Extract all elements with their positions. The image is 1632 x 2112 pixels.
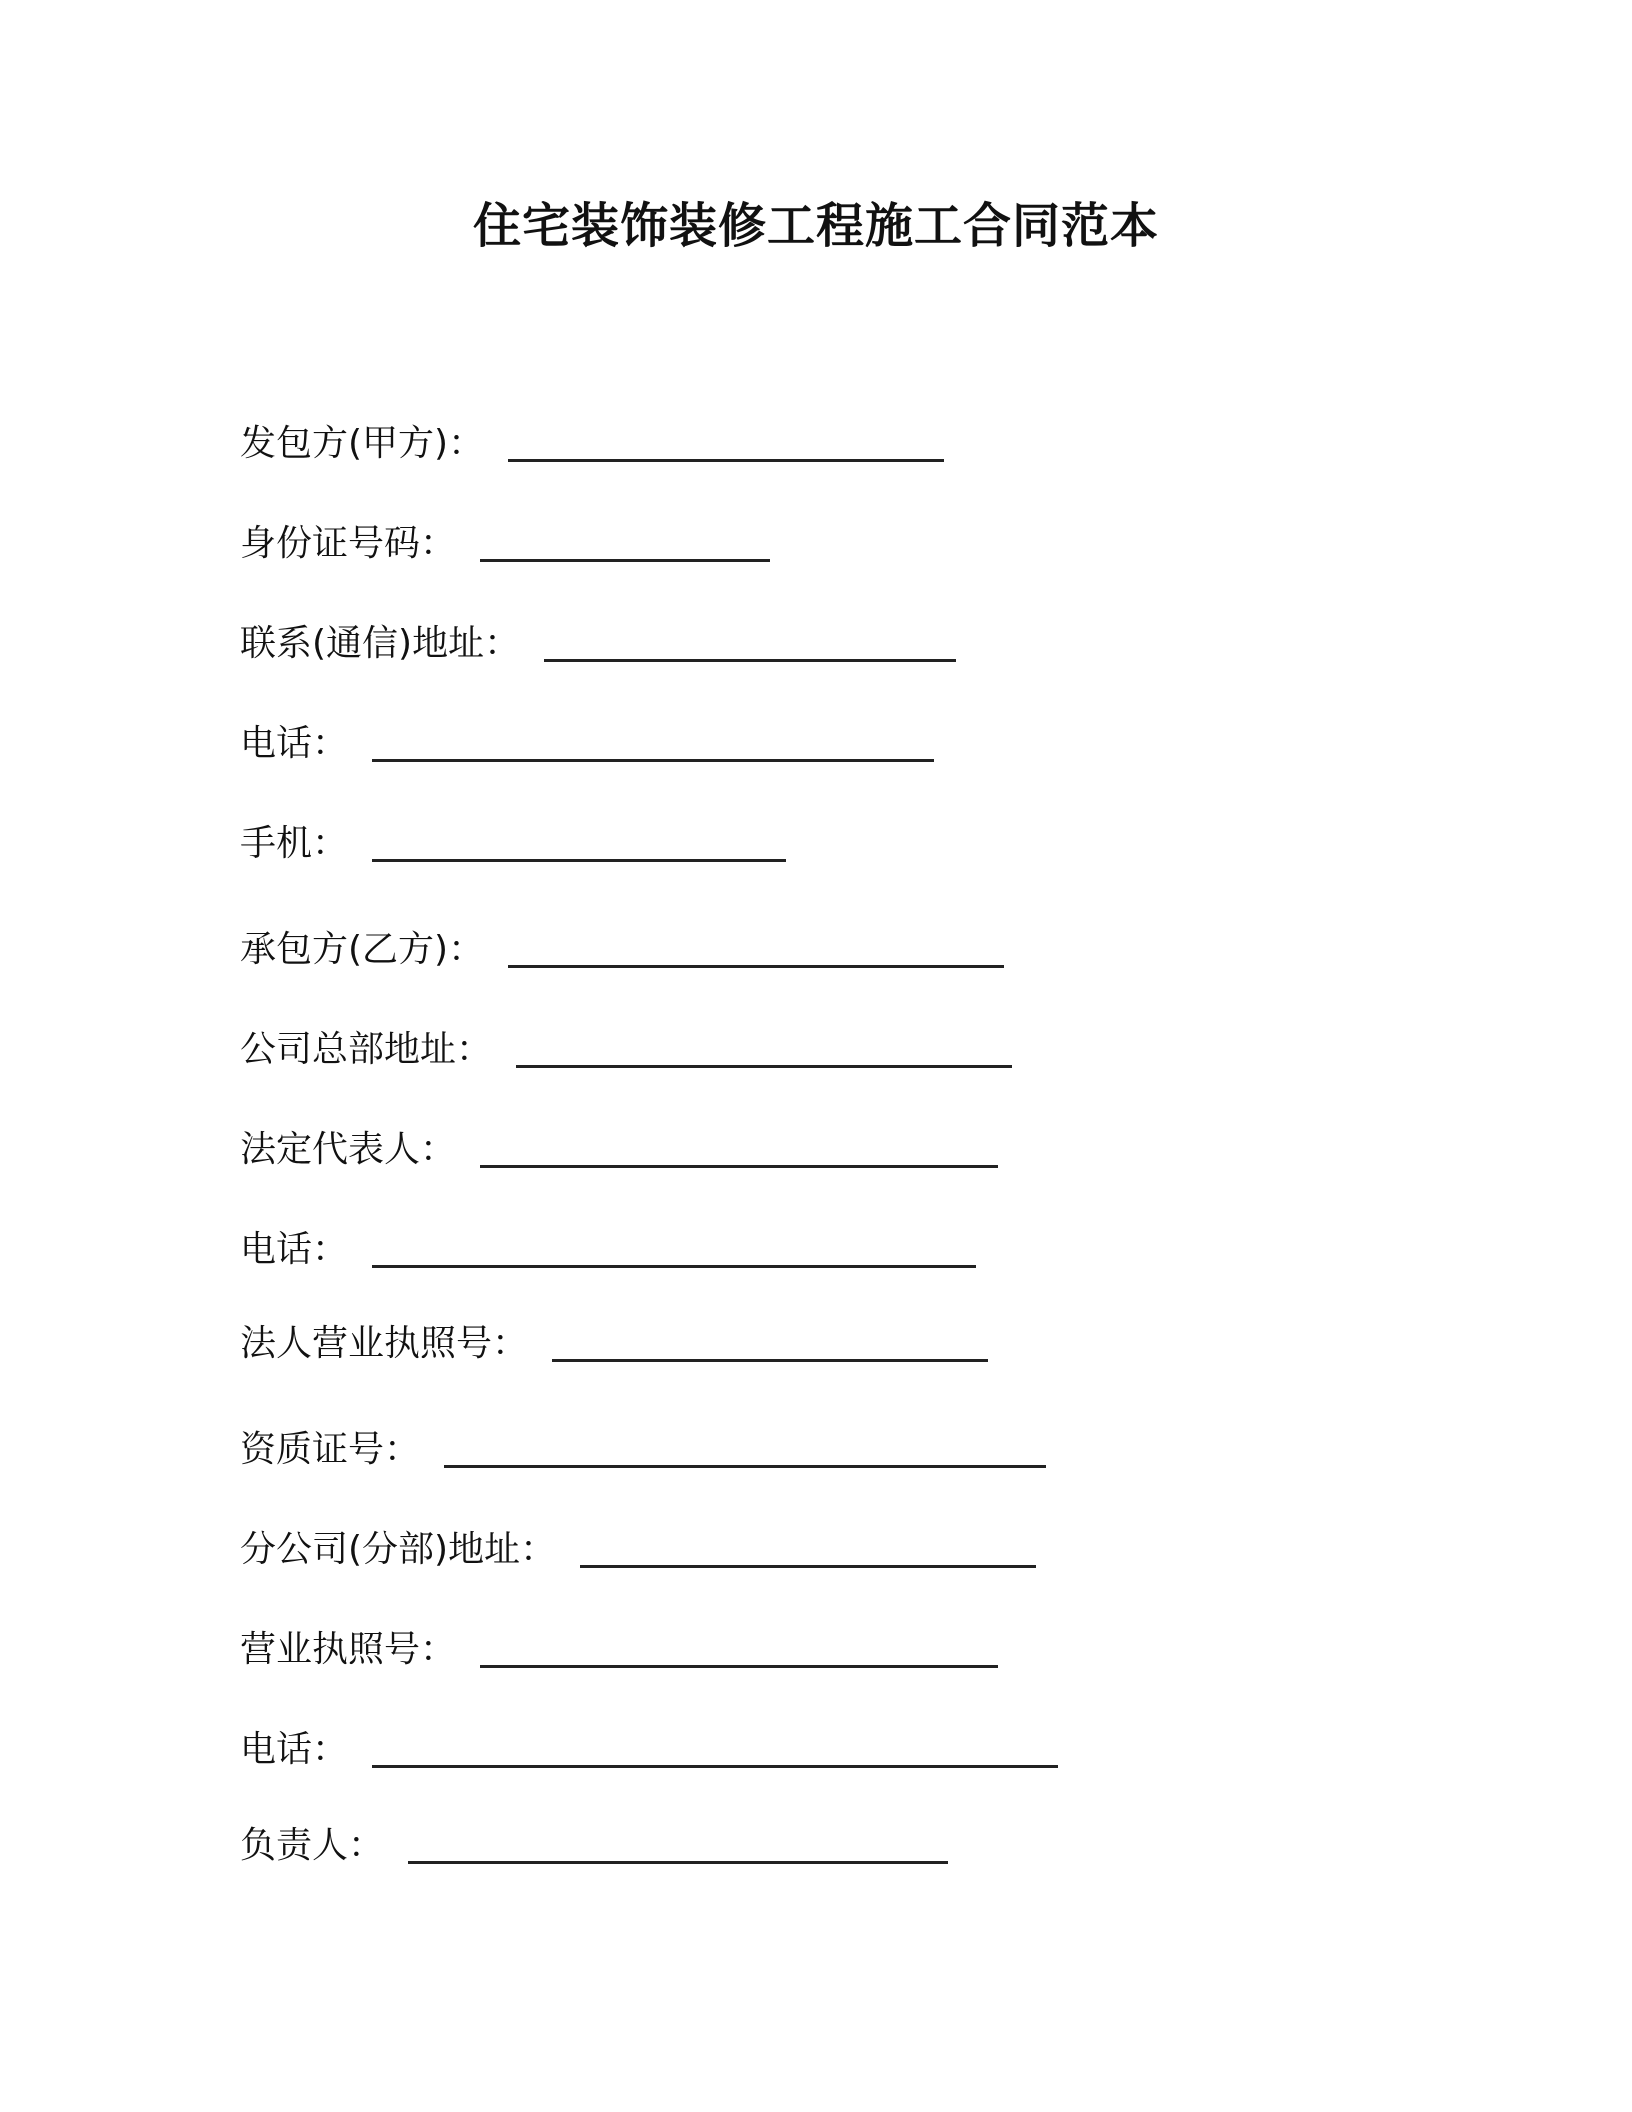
party-b-phone-label: 电话：: [240, 1229, 349, 1270]
mobile-blank[interactable]: [372, 859, 786, 862]
party-a-blank[interactable]: [508, 459, 944, 462]
branch-license-field: [240, 1626, 998, 1674]
branch-phone-label: 电话：: [240, 1729, 349, 1770]
party-a-phone-blank[interactable]: [372, 759, 934, 762]
party-b-phone-blank[interactable]: [372, 1265, 976, 1268]
mobile-field: [240, 820, 786, 868]
branch-address-field: [240, 1526, 1036, 1574]
qualification-number-label: 资质证号：: [240, 1429, 421, 1470]
business-license-label: 法人营业执照号：: [240, 1323, 529, 1364]
headquarters-address-field: [240, 1026, 1012, 1074]
party-a-phone-field: [240, 720, 934, 768]
business-license-blank[interactable]: [552, 1359, 988, 1362]
contact-address-blank[interactable]: [544, 659, 956, 662]
id-number-label: 身份证号码：: [240, 523, 457, 564]
person-in-charge-blank[interactable]: [408, 1861, 948, 1864]
person-in-charge-label: 负责人：: [240, 1825, 385, 1866]
qualification-number-field: [240, 1426, 1046, 1474]
headquarters-address-blank[interactable]: [516, 1065, 1012, 1068]
party-a-field: [240, 420, 944, 468]
id-number-field: [240, 520, 770, 568]
business-license-field: [240, 1320, 988, 1368]
party-b-phone-field: [240, 1226, 976, 1274]
party-b-field: [240, 926, 1004, 974]
qualification-number-blank[interactable]: [444, 1465, 1046, 1468]
branch-phone-blank[interactable]: [372, 1765, 1058, 1768]
id-number-blank[interactable]: [480, 559, 770, 562]
mobile-label: 手机：: [240, 823, 349, 864]
branch-phone-field: [240, 1726, 1058, 1774]
party-b-label: 承包方(乙方)：: [240, 929, 485, 970]
document-title: 住宅装饰装修工程施工合同范本: [472, 198, 1159, 254]
party-a-phone-label: 电话：: [240, 723, 349, 764]
branch-license-label: 营业执照号：: [240, 1629, 457, 1670]
branch-address-label: 分公司(分部)地址：: [240, 1529, 557, 1570]
legal-representative-blank[interactable]: [480, 1165, 998, 1168]
contact-address-label: 联系(通信)地址：: [240, 623, 521, 664]
person-in-charge-field: [240, 1822, 948, 1870]
branch-address-blank[interactable]: [580, 1565, 1036, 1568]
contact-address-field: [240, 620, 956, 668]
headquarters-address-label: 公司总部地址：: [240, 1029, 493, 1070]
party-a-label: 发包方(甲方)：: [240, 423, 485, 464]
legal-representative-label: 法定代表人：: [240, 1129, 457, 1170]
party-b-blank[interactable]: [508, 965, 1004, 968]
legal-representative-field: [240, 1126, 998, 1174]
branch-license-blank[interactable]: [480, 1665, 998, 1668]
